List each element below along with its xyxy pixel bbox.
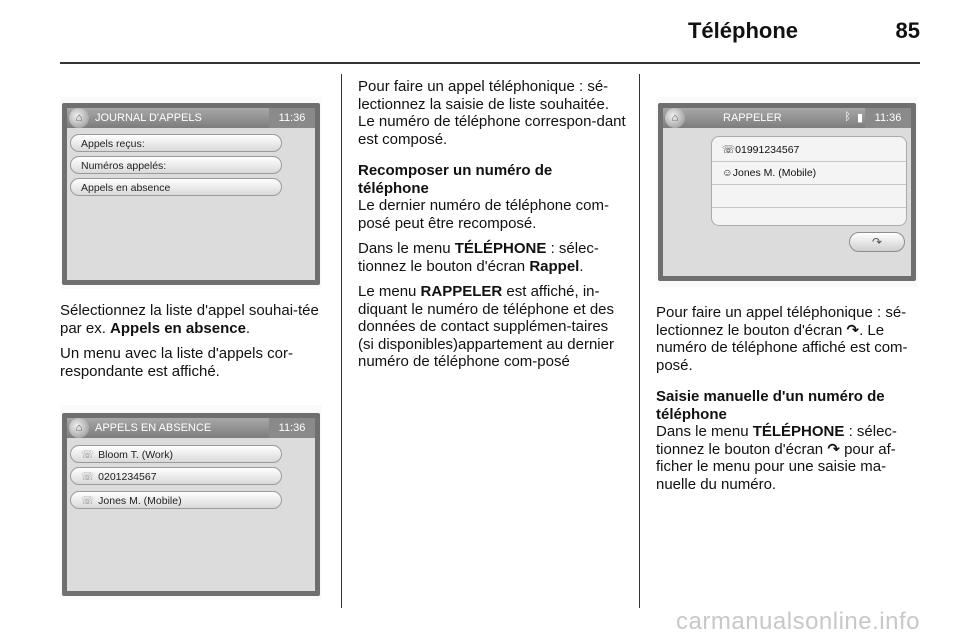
call-icon: ↷ bbox=[846, 321, 860, 339]
bluetooth-icon: ᛒ bbox=[844, 111, 851, 123]
list-item[interactable]: ☺Jones M. (Mobile) bbox=[712, 162, 906, 185]
menu-item-numeros-appeles[interactable]: Numéros appelés: bbox=[70, 156, 282, 174]
screenshot-appels-en-absence bbox=[60, 405, 322, 600]
list-item bbox=[712, 185, 906, 208]
screen-titlebar bbox=[67, 418, 315, 438]
section-heading: Recomposer un numéro de téléphone bbox=[358, 162, 553, 197]
list-item[interactable]: ☏ Jones M. (Mobile) bbox=[70, 491, 282, 509]
screen-titlebar bbox=[67, 108, 315, 128]
screen-title: JOURNAL D'APPELS bbox=[95, 112, 202, 124]
screen-title: APPELS EN ABSENCE bbox=[95, 422, 212, 434]
home-icon[interactable]: ⌂ bbox=[665, 108, 685, 128]
list-item[interactable]: ☏ 0201234567 bbox=[70, 467, 282, 485]
page-number: 85 bbox=[895, 18, 920, 43]
paragraph: Le dernier numéro de téléphone com-posé peut être recomposé. bbox=[358, 197, 609, 232]
contact-list bbox=[711, 136, 907, 226]
list-item[interactable]: ☏01991234567 bbox=[712, 139, 906, 162]
display-screen bbox=[67, 418, 315, 591]
header-title: Téléphone bbox=[687, 18, 798, 43]
display-bezel bbox=[658, 103, 916, 281]
phone-icon: ☏ bbox=[81, 471, 95, 483]
list-item bbox=[712, 208, 906, 230]
screen-clock: 11:36 bbox=[865, 108, 911, 128]
call-icon: ↷ bbox=[871, 235, 883, 249]
call-button[interactable] bbox=[849, 232, 905, 252]
paragraph: Pour faire un appel téléphonique : sé-lectionnez le bouton d'écran ↷. Le numéro de téléphone affiché est com-posé. bbox=[656, 304, 908, 374]
column-2-text bbox=[358, 78, 626, 379]
home-icon[interactable]: ⌂ bbox=[69, 418, 89, 438]
display-bezel bbox=[62, 413, 320, 596]
menu-item-appels-en-absence[interactable]: Appels en absence bbox=[70, 178, 282, 196]
display-screen bbox=[67, 108, 315, 280]
home-icon[interactable]: ⌂ bbox=[69, 108, 89, 128]
paragraph: Dans le menu TÉLÉPHONE : sélec-tionnez le bouton d'écran Rappel. bbox=[358, 240, 599, 275]
call-icon: ↷ bbox=[827, 440, 840, 458]
list-item[interactable]: ☏ Bloom T. (Work) bbox=[70, 445, 282, 463]
paragraph: Le menu RAPPELER est affiché, in-diquant le numéro de téléphone et des données de contact supplémen-taires (si disponibles)appartement au dernier numéro de téléphone com-posé bbox=[358, 283, 615, 370]
display-bezel bbox=[62, 103, 320, 285]
screenshot-journal-appels bbox=[60, 97, 322, 289]
paragraph: Dans le menu TÉLÉPHONE : sélec-tionnez le bouton d'écran ↷ pour af-ficher le menu pour une saisie ma-nuelle du numéro. bbox=[656, 423, 897, 493]
screen-title: RAPPELER bbox=[723, 112, 782, 124]
screen-clock: 11:36 bbox=[269, 418, 315, 438]
phone-icon: ☏ bbox=[722, 144, 736, 156]
column-1-text bbox=[60, 302, 328, 388]
signal-icon: ▮ bbox=[856, 112, 863, 124]
paragraph: Pour faire un appel téléphonique : sé-lectionnez la saisie de liste souhaitée. Le numéro de téléphone correspon-dant est composé. bbox=[358, 78, 626, 148]
section-heading: Saisie manuelle d'un numéro de téléphone bbox=[656, 388, 885, 423]
paragraph: Un menu avec la liste d'appels cor-respondante est affiché. bbox=[60, 345, 293, 380]
screenshot-rappeler bbox=[656, 97, 918, 287]
screen-clock: 11:36 bbox=[269, 108, 315, 128]
watermark: carmanualsonline.info bbox=[676, 608, 920, 635]
column-divider-right bbox=[639, 74, 640, 608]
paragraph: Sélectionnez la liste d'appel souhai-tée par ex. Appels en absence. bbox=[60, 302, 319, 337]
display-screen bbox=[663, 108, 911, 276]
column-3-text bbox=[656, 304, 922, 501]
menu-item-appels-recus[interactable]: Appels reçus: bbox=[70, 134, 282, 152]
contact-icon: ☺ bbox=[722, 167, 733, 179]
header-rule bbox=[60, 62, 920, 64]
phone-icon: ☏ bbox=[81, 495, 95, 507]
screen-titlebar bbox=[663, 108, 911, 128]
phone-icon: ☏ bbox=[81, 449, 95, 461]
column-divider-left bbox=[341, 74, 342, 608]
